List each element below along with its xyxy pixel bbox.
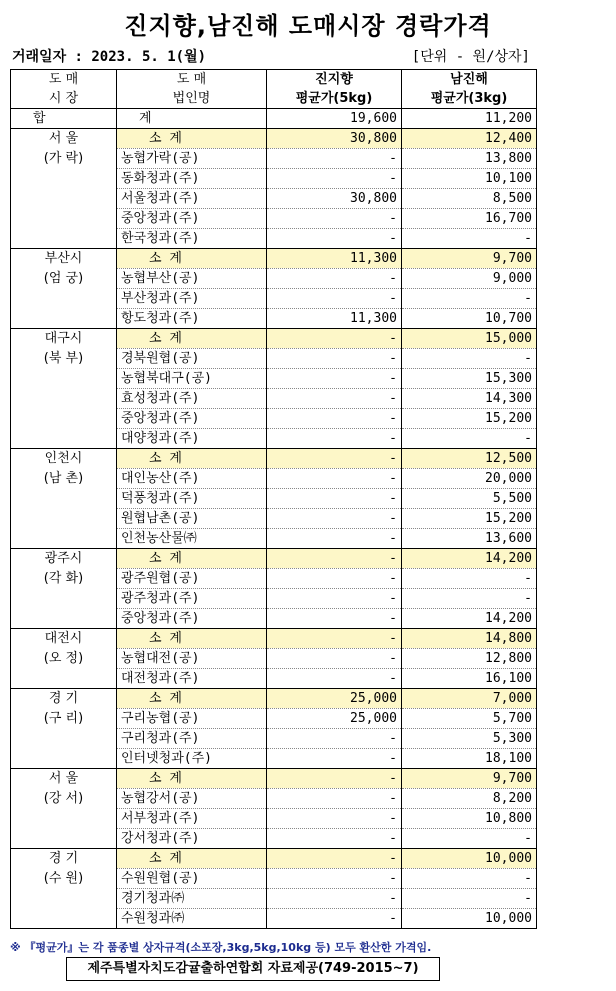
firm-name: 경기청과㈜ (117, 889, 267, 909)
price-namjinhae: - (402, 229, 537, 249)
table-row (11, 789, 537, 809)
price-jinjihyang: - (267, 209, 402, 229)
market-name: 서 울 (11, 129, 117, 149)
price-jinjihyang: - (267, 869, 402, 889)
market-cell (11, 409, 117, 429)
table-row (11, 269, 537, 289)
price-namjinhae: 5,700 (402, 709, 537, 729)
table-body (11, 109, 537, 929)
price-jinjihyang: - (267, 509, 402, 529)
firm-name: 원협남촌(공) (117, 509, 267, 529)
table-row (11, 749, 537, 769)
price-jinjihyang: - (267, 569, 402, 589)
table-row (11, 209, 537, 229)
market-district: (각 화) (11, 569, 117, 589)
firm-name: 효성청과(주) (117, 389, 267, 409)
firm-name: 항도청과(주) (117, 309, 267, 329)
market-cell (11, 669, 117, 689)
total-row (11, 109, 537, 129)
price-namjinhae: 14,300 (402, 389, 537, 409)
firm-name: 농협가락(공) (117, 149, 267, 169)
price-namjinhae: - (402, 889, 537, 909)
price-jinjihyang: - (267, 349, 402, 369)
table-row (11, 149, 537, 169)
market-name: 서 울 (11, 769, 117, 789)
market-cell (11, 609, 117, 629)
price-namjinhae: 8,200 (402, 789, 537, 809)
firm-name: 농협대전(공) (117, 649, 267, 669)
price-jinjihyang: - (267, 389, 402, 409)
price-namjinhae: 14,800 (402, 629, 537, 649)
table-row (11, 429, 537, 449)
table-row (11, 489, 537, 509)
market-district: (가 락) (11, 149, 117, 169)
firm-name: 중앙청과(주) (117, 409, 267, 429)
firm-name: 광주청과(주) (117, 589, 267, 609)
table-row (11, 889, 537, 909)
table-row (11, 229, 537, 249)
table-row (11, 469, 537, 489)
price-namjinhae: 14,200 (402, 609, 537, 629)
table-row (11, 609, 537, 629)
price-jinjihyang: 30,800 (267, 189, 402, 209)
price-jinjihyang: - (267, 729, 402, 749)
table-row (11, 189, 537, 209)
price-namjinhae: 5,300 (402, 729, 537, 749)
market-district: (구 리) (11, 709, 117, 729)
price-namjinhae: 13,600 (402, 529, 537, 549)
price-jinjihyang: - (267, 429, 402, 449)
firm-name: 서울청과(주) (117, 189, 267, 209)
firm-name: 대인농산(주) (117, 469, 267, 489)
market-district: (엄 궁) (11, 269, 117, 289)
price-namjinhae: 10,100 (402, 169, 537, 189)
table-row (11, 709, 537, 729)
price-namjinhae: 12,400 (402, 129, 537, 149)
market-cell (11, 509, 117, 529)
firm-name: 동화청과(주) (117, 169, 267, 189)
price-jinjihyang: - (267, 369, 402, 389)
price-namjinhae: 18,100 (402, 749, 537, 769)
price-namjinhae: 12,800 (402, 649, 537, 669)
market-cell (11, 229, 117, 249)
firm-name: 소 계 (117, 769, 267, 789)
price-namjinhae: 16,700 (402, 209, 537, 229)
price-namjinhae: - (402, 429, 537, 449)
price-jinjihyang: - (267, 329, 402, 349)
firm-name: 구리청과(주) (117, 729, 267, 749)
header-row (11, 70, 537, 109)
price-namjinhae: 15,300 (402, 369, 537, 389)
firm-name: 소 계 (117, 329, 267, 349)
market-name: 경 기 (11, 849, 117, 869)
firm-name: 소 계 (117, 629, 267, 649)
market-cell (11, 389, 117, 409)
firm-name: 인터넷청과(주) (117, 749, 267, 769)
market-name: 부산시 (11, 249, 117, 269)
price-jinjihyang: - (267, 549, 402, 569)
price-jinjihyang: - (267, 889, 402, 909)
market-cell (11, 809, 117, 829)
market-name: 대구시 (11, 329, 117, 349)
price-namjinhae: - (402, 569, 537, 589)
price-jinjihyang: - (267, 829, 402, 849)
price-table (10, 69, 537, 929)
price-jinjihyang: - (267, 529, 402, 549)
firm-name: 소 계 (117, 849, 267, 869)
price-namjinhae: 12,500 (402, 449, 537, 469)
footnote: ※ 『평균가』는 각 품종별 상자규격(소포장,3kg,5kg,10kg 등) 모두 환산한 가격임. (10, 941, 432, 954)
firm-name: 농협강서(공) (117, 789, 267, 809)
market-cell (11, 189, 117, 209)
price-namjinhae: 8,500 (402, 189, 537, 209)
table-row (11, 369, 537, 389)
price-namjinhae: 5,500 (402, 489, 537, 509)
subtotal-row (11, 689, 537, 709)
table-row (11, 529, 537, 549)
price-jinjihyang: - (267, 289, 402, 309)
price-namjinhae: 10,000 (402, 909, 537, 929)
price-namjinhae: 15,000 (402, 329, 537, 349)
subtotal-row (11, 129, 537, 149)
price-jinjihyang: 11,300 (267, 309, 402, 329)
price-jinjihyang: - (267, 809, 402, 829)
firm-name: 농협북대구(공) (117, 369, 267, 389)
price-namjinhae: 15,200 (402, 409, 537, 429)
price-jinjihyang: 25,000 (267, 709, 402, 729)
price-jinjihyang: - (267, 789, 402, 809)
firm-name: 소 계 (117, 549, 267, 569)
total-market: 합 (11, 109, 117, 129)
firm-name: 부산청과(주) (117, 289, 267, 309)
price-namjinhae: 14,200 (402, 549, 537, 569)
table-row (11, 829, 537, 849)
market-name: 경 기 (11, 689, 117, 709)
firm-name: 중앙청과(주) (117, 209, 267, 229)
price-jinjihyang: 11,300 (267, 249, 402, 269)
subtotal-row (11, 769, 537, 789)
header-price-jinjihyang: 진지향 평균가(5kg) (267, 70, 402, 109)
header-firm: 도 매 법인명 (117, 70, 267, 109)
market-cell (11, 749, 117, 769)
price-namjinhae: 10,700 (402, 309, 537, 329)
table-row (11, 909, 537, 929)
table-row (11, 649, 537, 669)
table-row (11, 309, 537, 329)
total-price-1: 19,600 (267, 109, 402, 129)
table-row (11, 509, 537, 529)
market-cell (11, 889, 117, 909)
price-namjinhae: - (402, 289, 537, 309)
table-row (11, 569, 537, 589)
firm-name: 농협부산(공) (117, 269, 267, 289)
market-cell (11, 529, 117, 549)
table-row (11, 389, 537, 409)
market-cell (11, 489, 117, 509)
market-district: (수 원) (11, 869, 117, 889)
total-firm: 계 (117, 109, 267, 129)
market-name: 광주시 (11, 549, 117, 569)
market-cell (11, 909, 117, 929)
price-jinjihyang: - (267, 909, 402, 929)
price-jinjihyang: - (267, 769, 402, 789)
firm-name: 소 계 (117, 249, 267, 269)
subtotal-row (11, 849, 537, 869)
price-jinjihyang: - (267, 269, 402, 289)
price-namjinhae: - (402, 349, 537, 369)
source-credit: 제주특별자치도감귤출하연합회 자료제공(749-2015~7) (66, 957, 440, 981)
price-jinjihyang: - (267, 609, 402, 629)
price-namjinhae: - (402, 829, 537, 849)
firm-name: 대전청과(주) (117, 669, 267, 689)
market-cell (11, 369, 117, 389)
firm-name: 소 계 (117, 449, 267, 469)
firm-name: 서부청과(주) (117, 809, 267, 829)
table-row (11, 869, 537, 889)
market-district: (북 부) (11, 349, 117, 369)
firm-name: 수원원협(공) (117, 869, 267, 889)
price-namjinhae: 10,800 (402, 809, 537, 829)
price-jinjihyang: 30,800 (267, 129, 402, 149)
table-row (11, 669, 537, 689)
subtotal-row (11, 629, 537, 649)
market-cell (11, 589, 117, 609)
price-jinjihyang: - (267, 169, 402, 189)
table-row (11, 729, 537, 749)
price-namjinhae: 16,100 (402, 669, 537, 689)
trade-date: 거래일자 : 2023. 5. 1(월) (12, 49, 207, 65)
price-namjinhae: 9,700 (402, 249, 537, 269)
price-jinjihyang: - (267, 649, 402, 669)
price-namjinhae: 7,000 (402, 689, 537, 709)
market-cell (11, 209, 117, 229)
market-cell (11, 429, 117, 449)
price-jinjihyang: - (267, 629, 402, 649)
market-cell (11, 729, 117, 749)
price-namjinhae: 20,000 (402, 469, 537, 489)
firm-name: 인천농산물㈜ (117, 529, 267, 549)
market-cell (11, 169, 117, 189)
price-jinjihyang: - (267, 489, 402, 509)
price-namjinhae: 10,000 (402, 849, 537, 869)
table-row (11, 349, 537, 369)
firm-name: 강서청과(주) (117, 829, 267, 849)
firm-name: 수원청과㈜ (117, 909, 267, 929)
firm-name: 소 계 (117, 689, 267, 709)
unit-label: [단위 - 원/상자] (411, 49, 530, 65)
table-row (11, 169, 537, 189)
market-cell (11, 309, 117, 329)
table-row (11, 589, 537, 609)
price-namjinhae: - (402, 869, 537, 889)
price-jinjihyang: - (267, 469, 402, 489)
price-namjinhae: - (402, 589, 537, 609)
market-name: 대전시 (11, 629, 117, 649)
price-namjinhae: 15,200 (402, 509, 537, 529)
price-namjinhae: 9,700 (402, 769, 537, 789)
table-row (11, 409, 537, 429)
market-name: 인천시 (11, 449, 117, 469)
firm-name: 경북원협(공) (117, 349, 267, 369)
header-market: 도 매 시 장 (11, 70, 117, 109)
price-jinjihyang: - (267, 589, 402, 609)
subtotal-row (11, 249, 537, 269)
market-district: (남 촌) (11, 469, 117, 489)
firm-name: 중앙청과(주) (117, 609, 267, 629)
market-district: (강 서) (11, 789, 117, 809)
price-namjinhae: 13,800 (402, 149, 537, 169)
price-jinjihyang: - (267, 149, 402, 169)
firm-name: 덕풍청과(주) (117, 489, 267, 509)
firm-name: 한국청과(주) (117, 229, 267, 249)
price-jinjihyang: - (267, 229, 402, 249)
firm-name: 광주원협(공) (117, 569, 267, 589)
total-price-2: 11,200 (402, 109, 537, 129)
table-row (11, 809, 537, 829)
firm-name: 소 계 (117, 129, 267, 149)
market-cell (11, 289, 117, 309)
firm-name: 구리농협(공) (117, 709, 267, 729)
price-namjinhae: 9,000 (402, 269, 537, 289)
subtotal-row (11, 549, 537, 569)
price-jinjihyang: - (267, 749, 402, 769)
price-jinjihyang: - (267, 849, 402, 869)
price-jinjihyang: 25,000 (267, 689, 402, 709)
page-title: 진지향,남진해 도매시장 경락가격 (124, 12, 492, 40)
header-price-namjinhae: 남진해 평균가(3kg) (402, 70, 537, 109)
subtotal-row (11, 329, 537, 349)
price-jinjihyang: - (267, 409, 402, 429)
market-cell (11, 829, 117, 849)
subtotal-row (11, 449, 537, 469)
market-district: (오 정) (11, 649, 117, 669)
price-jinjihyang: - (267, 669, 402, 689)
firm-name: 대양청과(주) (117, 429, 267, 449)
price-jinjihyang: - (267, 449, 402, 469)
table-row (11, 289, 537, 309)
